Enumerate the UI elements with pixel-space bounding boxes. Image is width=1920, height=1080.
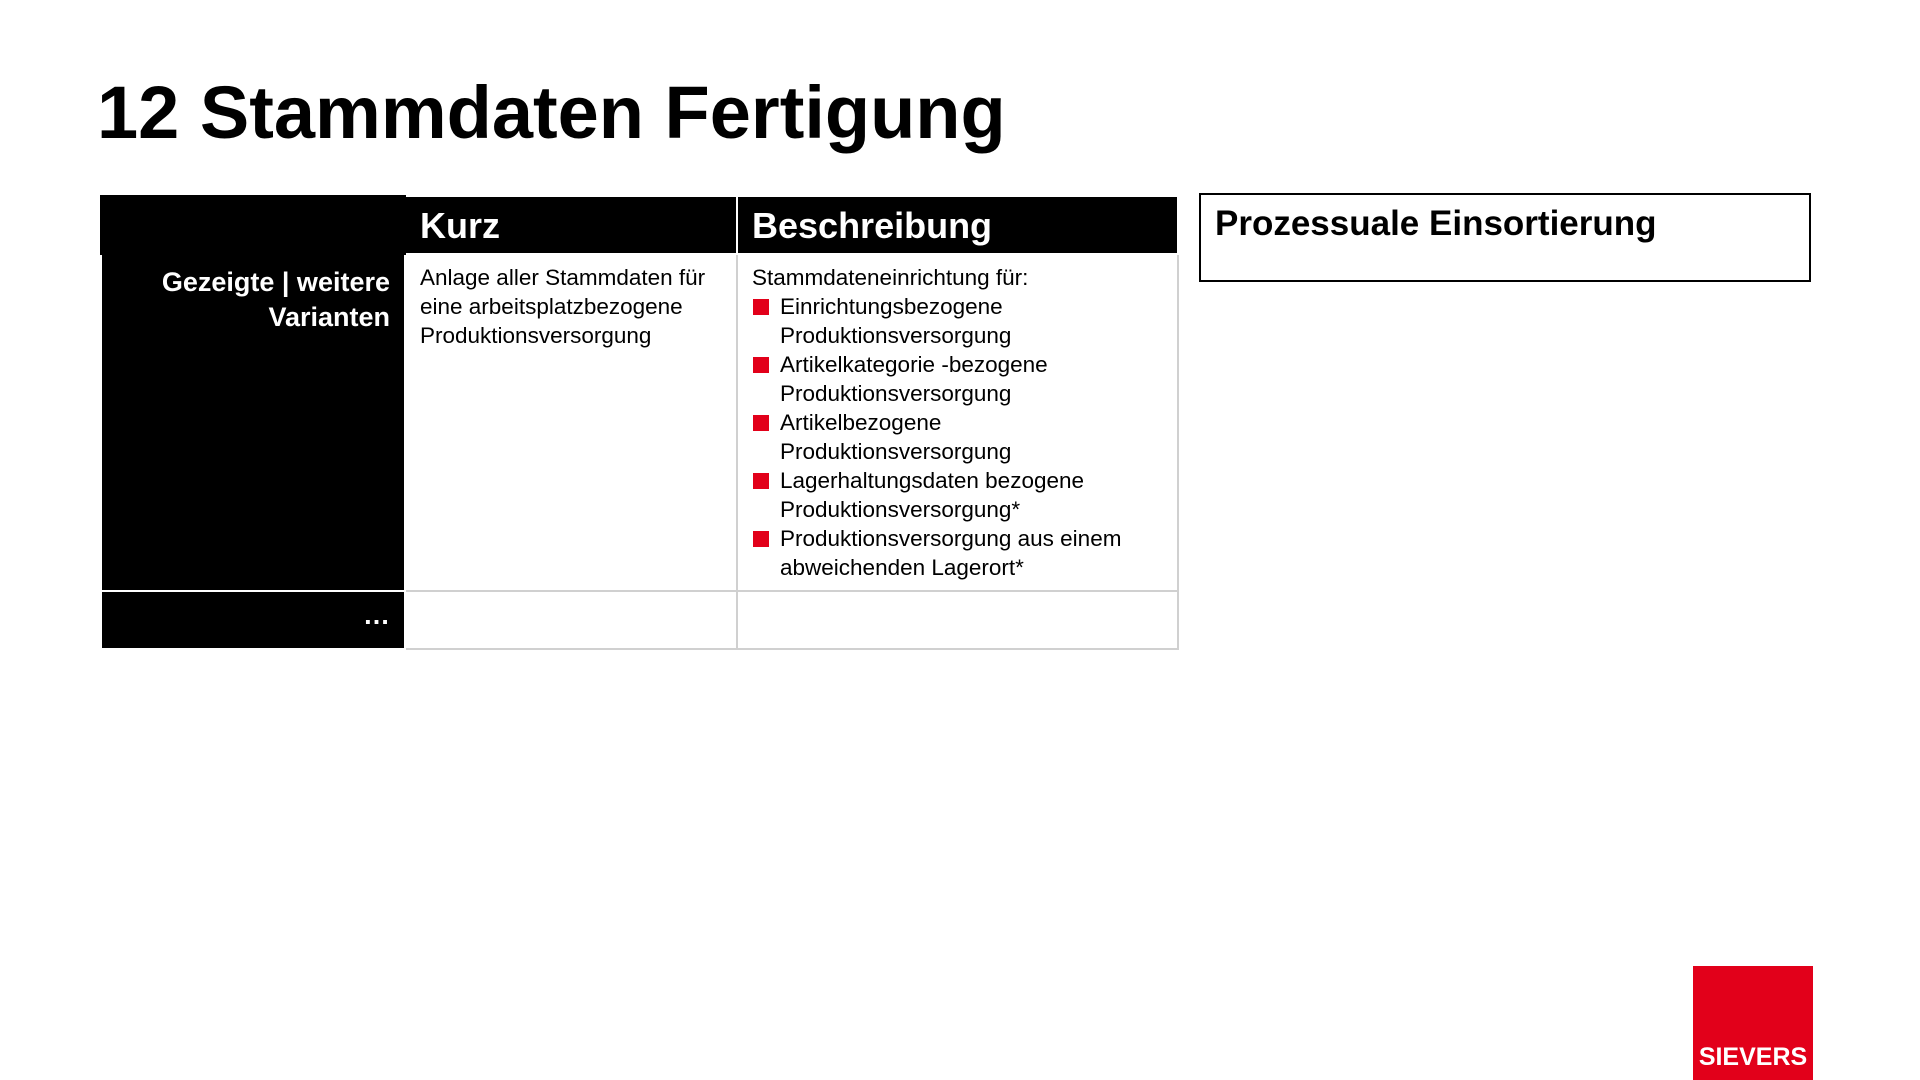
header-kurz: Kurz xyxy=(405,196,737,254)
kurz-cell: Anlage aller Stammdaten für eine arbeitsplatzbezogene Produktionsversorgung xyxy=(405,254,737,591)
table-row xyxy=(101,254,1178,591)
list-item-text: Einrichtungsbezogene Produktionsversorgung xyxy=(780,294,1012,348)
sievers-logo xyxy=(1693,966,1813,1080)
beschreibung-list xyxy=(752,292,1163,582)
list-item-text: Lagerhaltungsdaten bezogene Produktionsversorgung* xyxy=(780,468,1085,522)
variants-table xyxy=(100,195,1179,650)
header-beschreibung: Beschreibung xyxy=(737,196,1178,254)
list-item-text: Artikelkategorie -bezogene Produktionsversorgung xyxy=(780,352,1048,406)
page-title: 12 Stammdaten Fertigung xyxy=(97,71,1006,154)
table-row xyxy=(101,591,1178,649)
bullet-square-icon xyxy=(753,473,769,489)
beschreibung-cell xyxy=(737,254,1178,591)
logo-text: SIEVERS xyxy=(1698,1043,1808,1071)
list-item xyxy=(752,408,1163,466)
bullet-square-icon xyxy=(753,357,769,373)
list-item-text: Produktionsversorgung aus einem abweichenden Lagerort* xyxy=(780,526,1122,580)
table-header-row xyxy=(101,196,1178,254)
list-item xyxy=(752,292,1163,350)
beschreibung-cell xyxy=(737,591,1178,649)
row-label: Gezeigte | weitere Varianten xyxy=(101,254,405,591)
header-corner-cell xyxy=(101,196,405,254)
kurz-cell xyxy=(405,591,737,649)
list-item xyxy=(752,350,1163,408)
beschreibung-intro: Stammdateneinrichtung für: xyxy=(752,265,1029,290)
process-classification-box xyxy=(1199,193,1811,282)
list-item xyxy=(752,524,1163,582)
process-box-title: Prozessuale Einsortierung xyxy=(1215,204,1657,243)
bullet-square-icon xyxy=(753,299,769,315)
list-item-text: Artikelbezogene Produktionsversorgung xyxy=(780,410,1012,464)
bullet-square-icon xyxy=(753,415,769,431)
list-item xyxy=(752,466,1163,524)
row-label: … xyxy=(101,591,405,649)
bullet-square-icon xyxy=(753,531,769,547)
